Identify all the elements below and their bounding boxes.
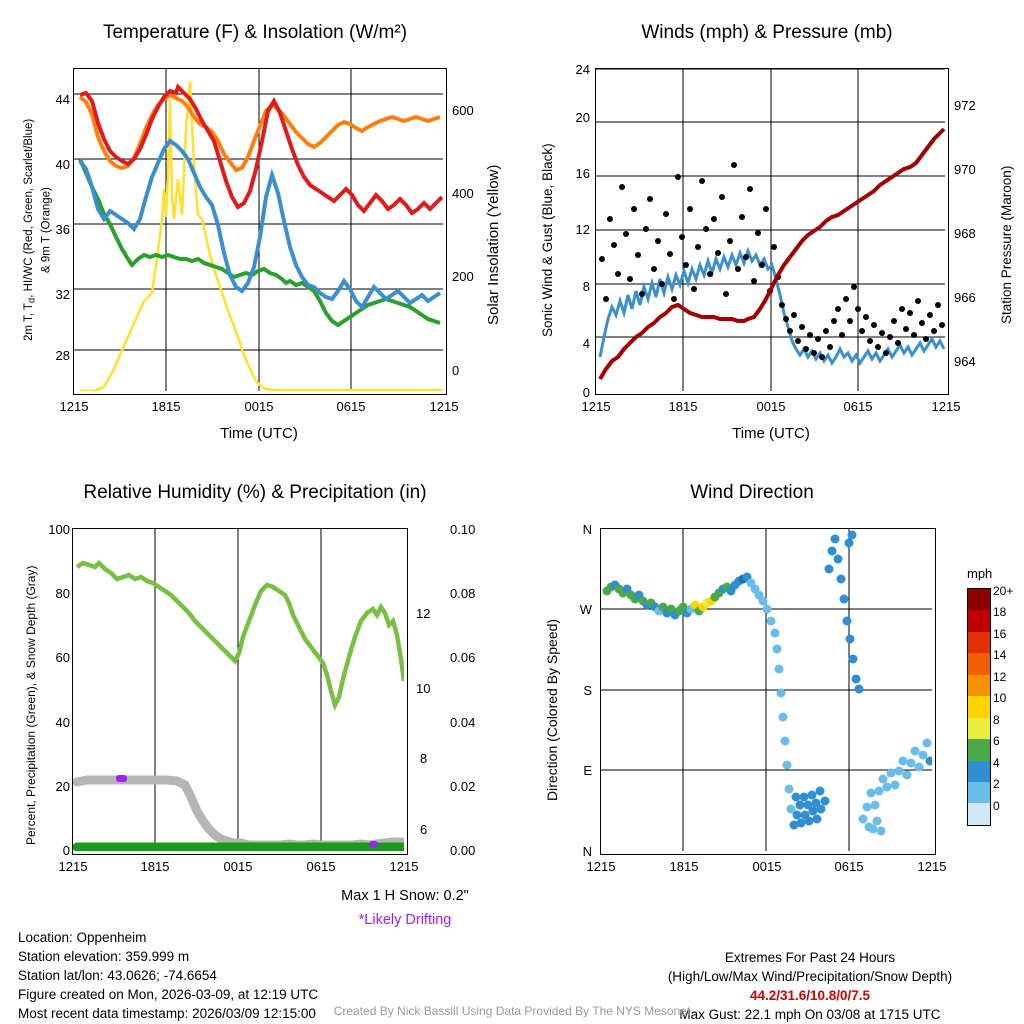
winds-ytick-12: 12 (575, 222, 590, 237)
winds-ytick-right-972: 972 (954, 98, 976, 113)
legend-tick-6: 6 (993, 734, 1000, 748)
winds-title: Winds (mph) & Pressure (mb) (641, 22, 893, 43)
rh-ytick-60: 60 (55, 650, 70, 665)
temp-ytick-right-400: 400 (452, 186, 474, 201)
wdir-xtick-2: 0015 (752, 859, 782, 874)
legend-tick-0: 0 (993, 799, 1000, 813)
temp-ytick-40: 40 (55, 157, 70, 172)
winds-xtick-3: 0615 (843, 399, 873, 414)
winds-ytick-16: 16 (575, 166, 590, 181)
winds-xtick-2: 0015 (756, 399, 786, 414)
legend-title-mph: mph (967, 566, 993, 581)
wind-direction-scatter-svg (601, 529, 932, 851)
temp-ytick-right-0: 0 (452, 363, 460, 378)
winds-plot-area (595, 68, 949, 395)
extremes-heading: Extremes For Past 24 Hours (724, 950, 896, 965)
temp-xtick-1: 1815 (151, 399, 181, 414)
rh-ylabel-left: Percent, Precipitation (Green), & Snow Depth (Gray) (24, 565, 38, 845)
rh-plot-area (72, 528, 408, 855)
winds-ytick-right-968: 968 (954, 226, 976, 241)
rh-series-svg (73, 529, 404, 851)
temperature-ylabel-right: Solar Insolation (Yellow) (485, 164, 502, 326)
extremes-values: 44.2/31.6/10.8/0/7.5 (749, 988, 871, 1003)
rh-ytick-20: 20 (55, 779, 70, 794)
rh-max-snow-note: Max 1 H Snow: 0.2" (341, 888, 469, 904)
rh-xtick-2: 0015 (223, 859, 253, 874)
rh-ytick-0: 0 (62, 843, 70, 858)
rh-ytick-right-0.08: 0.08 (450, 586, 476, 601)
temperature-plot-area (73, 68, 447, 395)
rh-xtick-3: 0615 (306, 859, 336, 874)
rh-ytick-100: 100 (48, 522, 70, 537)
panel-temperature (0, 0, 512, 455)
max-gust-line: Max Gust: 22.1 mph On 03/08 at 1715 UTC (679, 1007, 941, 1022)
legend-tick-2: 2 (993, 777, 1000, 791)
winds-ytick-right-970: 970 (954, 162, 976, 177)
footer-figure-created: Figure created on Mon, 2026-03-09, at 12:19 UTC (18, 987, 319, 1002)
rh-drifting-note: *Likely Drifting (358, 912, 452, 928)
temp-ytick-44: 44 (55, 92, 70, 107)
temp-ytick-32: 32 (55, 287, 70, 302)
winds-ytick-right-966: 966 (954, 290, 976, 305)
rh-xtick-1: 1815 (140, 859, 170, 874)
legend-tick-16: 16 (993, 627, 1007, 641)
temp-xtick-2: 0015 (244, 399, 274, 414)
winds-ylabel-left: Sonic Wind & Gust (Blue, Black) (540, 143, 555, 337)
winds-xtick-4: 1215 (931, 399, 961, 414)
panel-winds (512, 0, 1024, 455)
footer-latlon: Station lat/lon: 43.0626; -74.6654 (18, 968, 217, 983)
temperature-xlabel: Time (UTC) (220, 425, 298, 442)
rh-title: Relative Humidity (%) & Precipitation (in) (83, 482, 427, 503)
legend-tick-12: 12 (993, 670, 1007, 684)
wdir-ytick-N-top: N (582, 522, 592, 537)
wind-direction-ylabel: Direction (Colored By Speed) (544, 618, 560, 802)
legend-tick-14: 14 (993, 648, 1007, 662)
wdir-ytick-W: W (579, 602, 592, 617)
wdir-xtick-4: 1215 (917, 859, 947, 874)
winds-ytick-0: 0 (582, 385, 590, 400)
winds-ytick-4: 4 (582, 336, 590, 351)
panel-relative-humidity (0, 460, 512, 928)
wind-speed-legend (967, 566, 1017, 828)
legend-tick-10: 10 (993, 691, 1007, 705)
wdir-ytick-S: S (583, 683, 592, 698)
wdir-xtick-1: 1815 (669, 859, 699, 874)
wdir-xtick-3: 0615 (834, 859, 864, 874)
rh-ytick-right-0.00: 0.00 (450, 843, 476, 858)
temp-xtick-4: 1215 (429, 399, 459, 414)
rh-ytick-80: 80 (55, 586, 70, 601)
wdir-ytick-N-bottom: N (582, 844, 592, 859)
temperature-ylabel-left: 2m T, $T_d$, HI/WC (Red, Green, Scarlet/Blue) & 9m T (Orange) (23, 118, 53, 342)
wind-direction-title: Wind Direction (690, 482, 814, 503)
winds-ytick-8: 8 (582, 279, 590, 294)
rh-xtick-4: 1215 (389, 859, 419, 874)
temperature-series-svg (74, 69, 443, 391)
temp-xtick-3: 0615 (336, 399, 366, 414)
rh-snowtick-10: 10 (416, 681, 431, 696)
winds-series-svg (596, 69, 945, 391)
temp-ytick-right-600: 600 (452, 103, 474, 118)
footer-location: Location: Oppenheim (18, 930, 147, 945)
winds-ytick-24: 24 (575, 62, 590, 77)
rh-snowtick-6: 6 (420, 822, 428, 837)
winds-ylabel-right: Station Pressure (Maroon) (999, 165, 1014, 325)
rh-ytick-right-0.02: 0.02 (450, 779, 476, 794)
wdir-xtick-0: 1215 (586, 859, 616, 874)
legend-tick-20plus: 20+ (993, 584, 1014, 598)
rh-snowtick-12: 12 (416, 606, 431, 621)
credit-line: Created By Nick Bassill Using Data Provided By The NYS Mesonet (333, 1004, 691, 1018)
winds-xlabel: Time (UTC) (732, 425, 810, 442)
temp-ytick-36: 36 (55, 222, 70, 237)
footer-elevation: Station elevation: 359.999 m (18, 949, 190, 964)
temp-xtick-0: 1215 (59, 399, 89, 414)
rh-ytick-right-0.06: 0.06 (450, 650, 476, 665)
rh-snowtick-8: 8 (420, 751, 428, 766)
rh-xtick-0: 1215 (58, 859, 88, 874)
winds-ytick-right-964: 964 (954, 354, 976, 369)
rh-ytick-40: 40 (55, 715, 70, 730)
rh-ytick-right-0.04: 0.04 (450, 715, 476, 730)
winds-xtick-1: 1815 (668, 399, 698, 414)
legend-tick-8: 8 (993, 713, 1000, 727)
legend-tick-4: 4 (993, 756, 1000, 770)
panel-wind-direction (512, 460, 1024, 920)
temperature-title: Temperature (F) & Insolation (W/m²) (102, 22, 408, 43)
winds-ytick-20: 20 (575, 110, 590, 125)
temp-ytick-28: 28 (55, 348, 70, 363)
wind-direction-plot-area (600, 528, 936, 855)
wdir-ytick-E: E (583, 763, 592, 778)
rh-ytick-right-0.10: 0.10 (450, 522, 476, 537)
footer-recent-timestamp: Most recent data timestamp: 2026/03/09 12:15:00 (18, 1006, 316, 1021)
extremes-subheading: (High/Low/Max Wind/Precipitation/Snow Depth) (667, 969, 953, 984)
temp-ytick-right-200: 200 (452, 269, 474, 284)
legend-tick-18: 18 (993, 605, 1007, 619)
winds-xtick-0: 1215 (581, 399, 611, 414)
